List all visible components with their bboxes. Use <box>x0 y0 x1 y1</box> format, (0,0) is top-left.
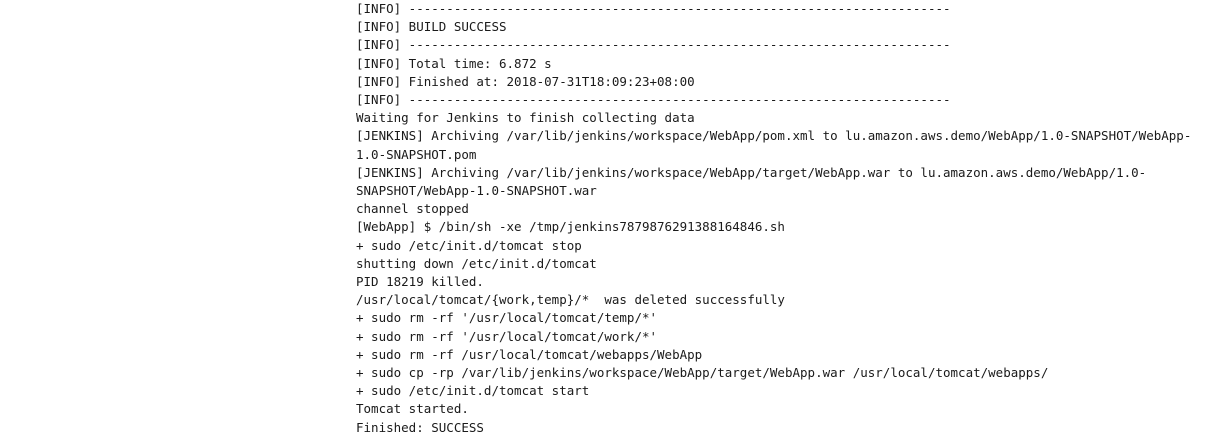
console-line: Waiting for Jenkins to finish collecting data <box>356 110 695 126</box>
console-line: + sudo rm -rf /usr/local/tomcat/webapps/WebApp <box>356 346 703 362</box>
console-line: [INFO] Total time: 6.872 s <box>356 55 552 71</box>
console-line: PID 18219 killed. <box>356 274 484 290</box>
console-line: [INFO] Finished at: 2018-07-31T18:09:23+08:00 <box>356 73 695 89</box>
console-line: [JENKINS] Archiving /var/lib/jenkins/workspace/WebApp/target/WebApp.war to lu.amazon.aws.demo/WebApp/1.0-SNAPSHOT/WebApp-1.0-SNAPSHOT.war <box>356 164 1147 199</box>
console-line: [INFO] ------------------------------------------------------------------------ <box>356 92 951 108</box>
console-line: /usr/local/tomcat/{work,temp}/* was deleted successfully <box>356 292 785 308</box>
console-line: + sudo rm -rf '/usr/local/tomcat/work/*' <box>356 328 658 344</box>
console-line: + sudo rm -rf '/usr/local/tomcat/temp/*' <box>356 310 658 326</box>
console-line: + sudo /etc/init.d/tomcat start <box>356 383 590 399</box>
console-line: [INFO] BUILD SUCCESS <box>356 19 507 35</box>
console-line: channel stopped <box>356 201 469 217</box>
console-line: shutting down /etc/init.d/tomcat <box>356 255 597 271</box>
console-line: + sudo cp -rp /var/lib/jenkins/workspace/WebApp/target/WebApp.war /usr/local/tomcat/webapps/ <box>356 365 1049 381</box>
console-line: [INFO] ------------------------------------------------------------------------ <box>356 37 951 53</box>
console-line: [INFO] ------------------------------------------------------------------------ <box>356 1 951 16</box>
console-line: [WebApp] $ /bin/sh -xe /tmp/jenkins7879876291388164846.sh <box>356 219 785 235</box>
console-line: Tomcat started. <box>356 401 469 417</box>
console-line: Finished: SUCCESS <box>356 419 484 435</box>
console-line: + sudo /etc/init.d/tomcat stop <box>356 237 582 253</box>
console-output <box>356 0 1216 437</box>
console-line: [JENKINS] Archiving /var/lib/jenkins/workspace/WebApp/pom.xml to lu.amazon.aws.demo/WebApp/1.0-SNAPSHOT/WebApp-1.0-SNAPSHOT.pom <box>356 128 1192 162</box>
